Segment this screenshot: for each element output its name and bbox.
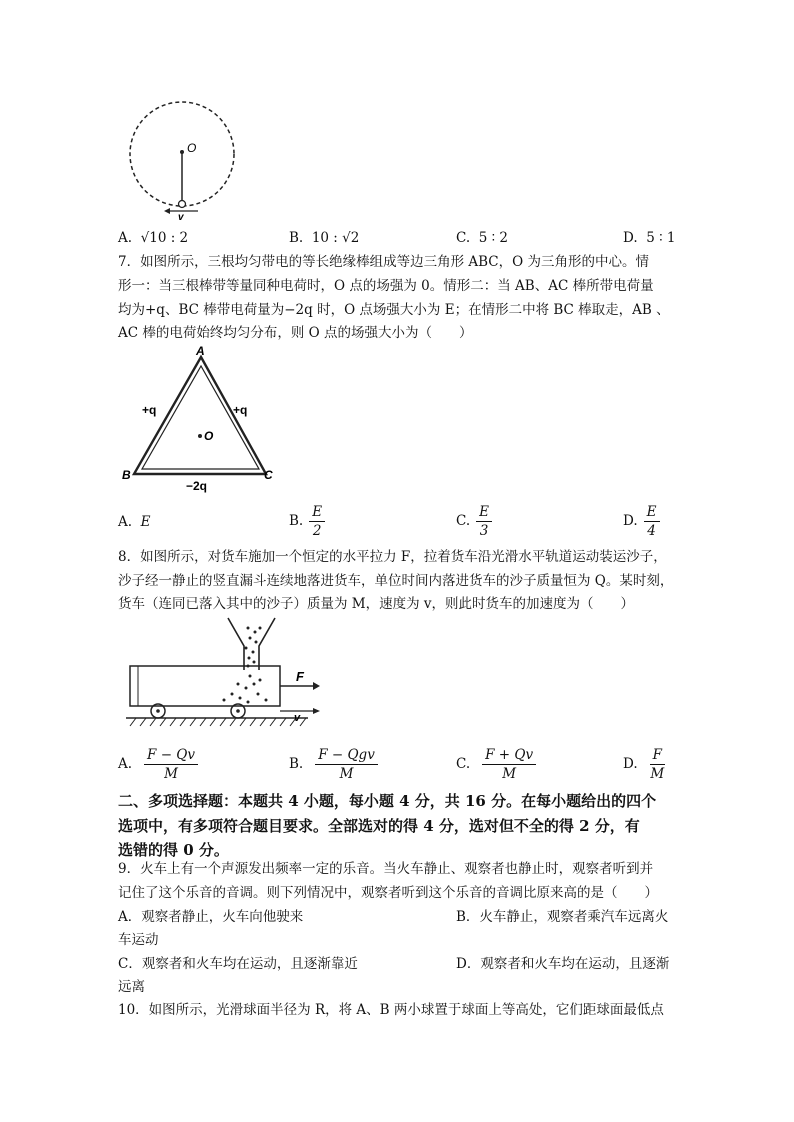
label-v: v <box>294 712 301 724</box>
q7-line-2: 形一：当三根棒带等量同种电荷时，O 点的场强为 0。情形二：当 AB、AC 棒所带电荷量 <box>118 278 654 294</box>
q6-option-b: B. 10 : √2 <box>289 230 360 246</box>
q7-option-b: B. $\frac{E}{2}$ <box>289 503 325 540</box>
label-A: A <box>196 344 205 358</box>
label-C: C <box>264 468 273 482</box>
cart-body <box>130 666 280 706</box>
label-O: O <box>204 429 214 443</box>
q9-option-b: B．火车静止，观察者乘汽车远离火 <box>456 909 669 925</box>
q9-option-b-cont: 车运动 <box>118 932 159 948</box>
center-point <box>198 434 202 438</box>
q8-option-a: A. $\frac{F - Qv}{M}$ <box>118 746 198 783</box>
q7-line-3: 均为+q、BC 棒带电荷量为−2q 时，O 点场强大小为 E；在情形二中将 BC 棒取走，AB 、 <box>118 302 670 318</box>
q7-triangle-figure <box>120 344 290 494</box>
label-B: B <box>122 468 131 482</box>
q8-line-2: 沙子经一静止的竖直漏斗连续地落进货车，单位时间内落进货车的沙子质量恒为 Q。某时刻， <box>118 573 674 589</box>
q9-option-a: A．观察者静止，火车向他驶来 <box>118 909 304 925</box>
section2-line-3: 选错的得 0 分。 <box>118 841 229 859</box>
velocity-arrowhead <box>164 208 170 214</box>
q8-line-1: 8．如图所示，对货车施加一个恒定的水平拉力 F，拉着货车沿光滑水平轨道运动装运沙子， <box>118 549 667 565</box>
q7-option-c: C. $\frac{E}{3}$ <box>456 503 492 540</box>
q9-option-c: C．观察者和火车均在运动，且逐渐靠近 <box>118 956 358 972</box>
label-left-charge: +q <box>142 403 157 417</box>
funnel-right <box>259 618 275 670</box>
q8-cart-figure <box>120 614 330 734</box>
q8-option-d: D. $\frac{F}{M}$ <box>623 747 665 782</box>
sand-in-cart <box>223 675 268 704</box>
q6-option-c: C. 5 ∶ 2 <box>456 230 509 246</box>
force-arrowhead <box>313 682 320 690</box>
funnel <box>228 618 244 670</box>
section2-line-1: 二、多项选择题：本题共 4 小题，每小题 4 分，共 16 分。在每小题给出的四个 <box>118 792 657 810</box>
center-point <box>180 150 184 154</box>
q7-line-4: AC 棒的电荷始终均匀分布，则 O 点的场强大小为（ ） <box>118 325 473 341</box>
q9-option-c-cont: 远离 <box>118 979 145 995</box>
q8-line-3: 货车（连同已落入其中的沙子）质量为 M，速度为 v，则此时货车的加速度为（ ） <box>118 596 635 612</box>
q9-line-2: 记住了这个乐音的音调。则下列情况中，观察者听到这个乐音的音调比原来高的是（ ） <box>118 885 658 901</box>
label-bottom-charge: −2q <box>186 479 208 493</box>
q9-line-1: 9．火车上有一个声源发出频率一定的乐音。当火车静止、观察者也静止时，观察者听到并 <box>118 861 654 877</box>
section2-line-2: 选项中，有多项符合题目要求。全部选对的得 4 分，选对但不全的得 2 分，有 <box>118 817 640 835</box>
q6-circle-figure <box>126 98 238 220</box>
q9-option-d: D．观察者和火车均在运动，且逐渐 <box>456 956 670 972</box>
ground-hatch <box>130 718 306 726</box>
q8-option-c: C. $\frac{F + Qv}{M}$ <box>456 746 536 783</box>
label-O: O <box>187 141 197 155</box>
q7-option-d: D. $\frac{E}{4}$ <box>623 503 660 540</box>
label-right-charge: +q <box>233 403 248 417</box>
q7-line-1: 7．如图所示，三根均匀带电的等长绝缘棒组成等边三角形 ABC，O 为三角形的中心。情 <box>118 254 649 270</box>
velocity-arrowhead <box>313 708 320 714</box>
q6-option-a: A. √10 : 2 <box>118 230 189 246</box>
q8-option-b: B. $\frac{\text{F − Qgv}}{M}$ <box>289 746 378 783</box>
label-F: F <box>296 669 304 684</box>
ball <box>179 201 186 208</box>
label-v: v <box>178 212 184 220</box>
q7-option-a: A. E <box>118 514 151 530</box>
triangle-inner <box>142 366 259 469</box>
q6-option-d: D. 5 ∶ 1 <box>623 230 676 246</box>
q10-line-1: 10．如图所示，光滑球面半径为 R，将 A、B 两小球置于球面上等高处，它们距球面最低点 <box>118 1002 664 1018</box>
